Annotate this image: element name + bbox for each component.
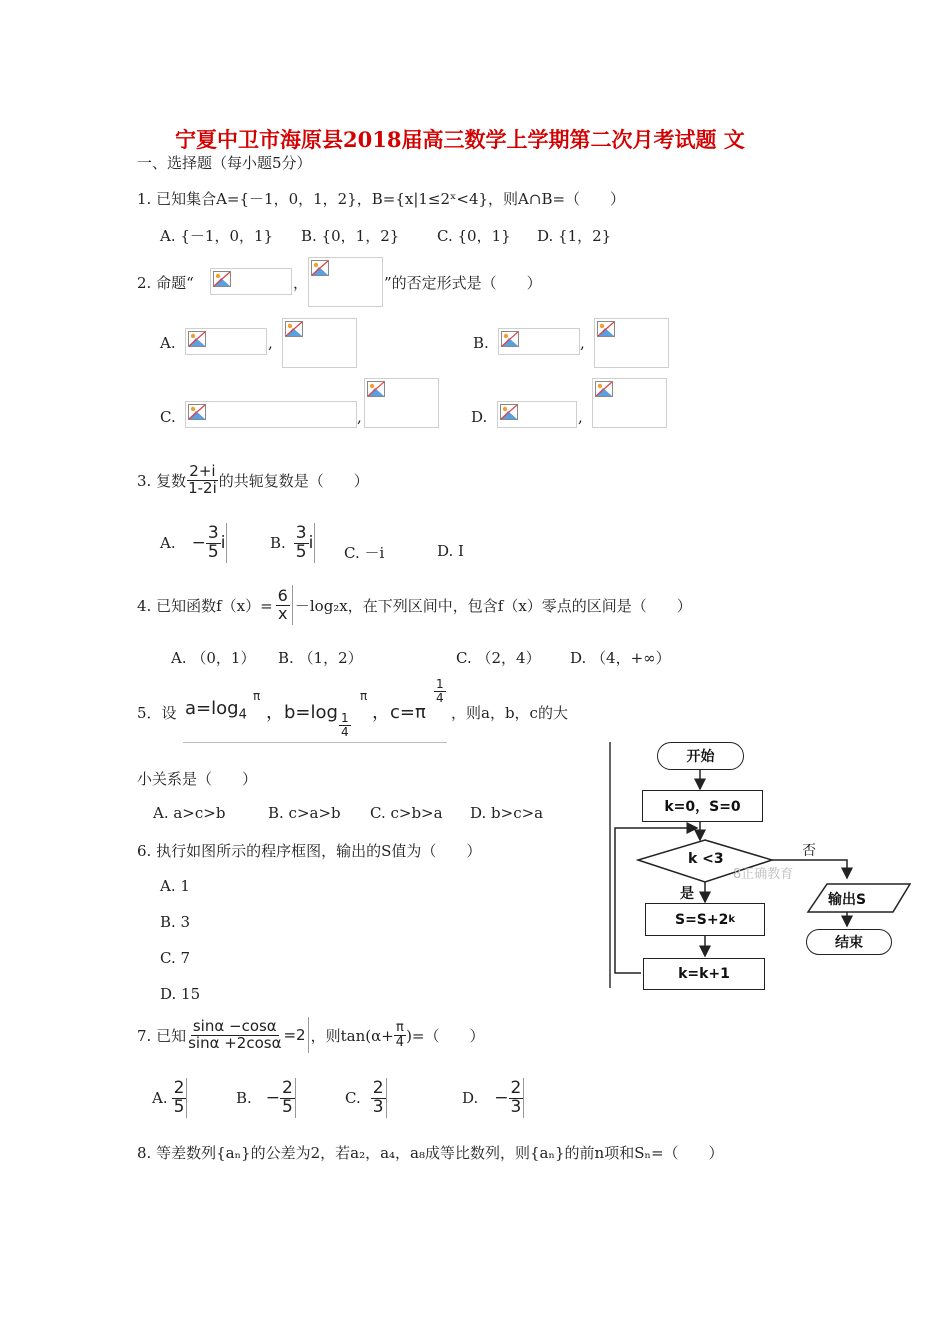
q7-denominator: sinα +2cosα — [188, 1033, 282, 1052]
q7-angle-denominator: 4 — [395, 1034, 405, 1050]
q7-option-c-denominator: 3 — [372, 1096, 384, 1117]
q5-a-base: 4 — [238, 707, 247, 723]
q7-option-b — [236, 1078, 296, 1118]
flowchart-init: k=0，S=0 — [642, 790, 763, 822]
q7-option-b-label: B. — [236, 1089, 252, 1107]
q5-a-pi: π — [253, 689, 261, 703]
q2-option-a-label: A. — [160, 334, 176, 352]
q7-angle-numerator: π — [396, 1019, 404, 1035]
q5-b-pi: π — [360, 689, 368, 703]
flowchart-start: 开始 — [657, 742, 744, 770]
q7-option-b-denominator: 5 — [282, 1096, 293, 1117]
q4-option-a: A. （0，1） — [171, 649, 256, 667]
q3-numerator: 2+i — [189, 462, 216, 480]
question-6-stem: 6. 执行如图所示的程序框图，输出的S值为（ ） — [137, 842, 482, 860]
q2-comma: , — [580, 334, 585, 352]
q7-option-c — [345, 1078, 387, 1118]
q1-option-d: D. {1，2} — [537, 227, 612, 245]
q1-option-c: C. {0，1} — [437, 227, 511, 245]
q7-option-b-sign: − — [265, 1088, 281, 1108]
q7-option-c-fraction — [371, 1077, 386, 1117]
q7-option-a-numerator: 2 — [173, 1077, 185, 1098]
question-2-comma: ， — [293, 274, 309, 292]
q3-option-b-numerator: 3 — [295, 522, 307, 543]
q4-denominator: x — [278, 603, 288, 623]
q5-c-exponent-denominator: 4 — [436, 690, 444, 705]
q3-option-b-denominator: 5 — [295, 541, 307, 562]
q3-option-c: C. －i — [344, 544, 385, 562]
q7-equals: =2 — [283, 1026, 306, 1044]
section-heading: 一、选择题（每小题5分） — [137, 154, 312, 172]
q3-option-d: D. I — [437, 542, 464, 560]
q7-option-a-label: A. — [152, 1089, 168, 1107]
q1-option-b: B. {0，1，2} — [301, 227, 400, 245]
flowchart-update-s-exponent: k — [728, 914, 736, 925]
divider — [295, 1078, 296, 1118]
question-2-prefix: 2. 命题“ — [137, 274, 194, 292]
q5-a-log: a=log — [185, 698, 239, 719]
q3-denominator: 1-2i — [188, 478, 217, 497]
flowchart-condition: k <3 — [688, 851, 724, 867]
q1-option-a: A. {－1，0，1} — [160, 227, 274, 245]
q5-option-a: A. a>c>b — [153, 804, 226, 822]
q2-comma: , — [357, 408, 362, 426]
q2-comma: , — [268, 334, 273, 352]
divider — [386, 1078, 387, 1118]
question-5-line2: 小关系是（ ） — [137, 770, 258, 788]
q7-prefix: 7. 已知 — [137, 1026, 187, 1045]
q5-option-c: C. c>b>a — [370, 804, 443, 822]
q4-option-c: C. （2，4） — [456, 649, 541, 667]
q6-option-b: B. 3 — [160, 913, 191, 931]
q7-option-c-numerator: 2 — [372, 1077, 384, 1098]
q6-option-d: D. 15 — [160, 985, 201, 1003]
question-2-suffix: ”的否定形式是（ ） — [384, 274, 542, 292]
q4-option-b: B. （1，2） — [278, 649, 363, 667]
q5-b-base-numerator: 1 — [341, 711, 349, 725]
q7-option-d-numerator: 2 — [510, 1077, 522, 1098]
q3-option-b-label: B. — [270, 534, 286, 552]
q5-c-exponent-numerator: 1 — [436, 677, 444, 691]
q2-option-c-label: C. — [160, 408, 176, 426]
q4-prefix: 4. 已知函数f（x）= — [137, 596, 273, 615]
q7-option-c-label: C. — [345, 1089, 361, 1107]
q7-option-a-fraction — [172, 1077, 187, 1117]
divider — [186, 1078, 187, 1118]
q7-option-d-denominator: 3 — [510, 1096, 522, 1117]
q3-option-a-sign: − — [191, 533, 206, 553]
flowchart-output: 输出S — [828, 892, 867, 908]
q2-option-b-label: B. — [473, 334, 489, 352]
q5-b-log: ，b=log — [266, 702, 338, 723]
q7-option-d-label: D. — [462, 1089, 479, 1107]
flowchart-update-k: k=k+1 — [643, 958, 765, 990]
q3-suffix: 的共轭复数是（ ） — [218, 471, 369, 490]
divider — [308, 1017, 309, 1053]
q7-option-d-fraction — [509, 1077, 524, 1117]
q2-comma: , — [578, 408, 583, 426]
divider — [523, 1078, 524, 1118]
q7-option-a-denominator: 5 — [173, 1096, 185, 1117]
q7-tan: ，则tan(α+ — [310, 1026, 394, 1045]
q3-option-a-denominator: 5 — [207, 541, 219, 562]
q3-option-a-imag: i — [220, 533, 226, 553]
flowchart-end: 结束 — [806, 929, 892, 955]
q3-option-b-imag: i — [308, 533, 314, 553]
q7-option-d-sign: − — [494, 1088, 509, 1108]
question-7-stem — [137, 1017, 485, 1053]
q4-numerator: 6 — [277, 585, 288, 605]
q3-option-a-label: A. — [160, 534, 176, 552]
q5-option-d: D. b>c>a — [470, 804, 544, 822]
q2-option-d-label: D. — [471, 408, 488, 426]
question-8-stem: 8. 等差数列{aₙ}的公差为2，若a₂，a₄，a₈成等比数列，则{aₙ}的前n项和Sₙ=（ ） — [137, 1144, 724, 1162]
q7-numerator: sinα −cosα — [192, 1016, 277, 1035]
q5-b-base-denominator: 4 — [341, 724, 349, 739]
question-5-prefix: 5．设 — [137, 704, 177, 722]
q6-option-a: A. 1 — [160, 877, 190, 895]
q7-option-d — [462, 1078, 524, 1118]
q7-suffix: )=（ ） — [406, 1026, 485, 1045]
q3-option-a-numerator: 3 — [207, 522, 219, 543]
q4-suffix: －log₂x，在下列区间中，包含f（x）零点的区间是（ ） — [294, 596, 692, 615]
q7-option-b-fraction — [280, 1077, 295, 1117]
flowchart-watermark: 8正确教育 — [733, 867, 794, 882]
q5-option-b: B. c>a>b — [268, 804, 341, 822]
q7-option-a — [152, 1078, 187, 1118]
q7-angle-fraction — [394, 1021, 406, 1049]
flowchart-update-s-text: S=S+2 — [674, 911, 729, 928]
page-title: 宁夏中卫市海原县2018届高三数学上学期第二次月考试题 文 — [175, 127, 745, 152]
q3-prefix: 3. 复数 — [137, 471, 187, 490]
question-1-stem: 1. 已知集合A={－1，0，1，2}，B={x|1≤2ˣ<4}，则A∩B=（ ） — [137, 190, 626, 208]
q7-option-b-numerator: 2 — [282, 1077, 293, 1098]
q6-option-c: C. 7 — [160, 949, 191, 967]
flowchart-no-label: 否 — [802, 843, 816, 859]
flowchart-update-s — [645, 903, 765, 936]
q5-c-pi: ，c=π — [372, 702, 426, 723]
question-5-suffix: ，则a，b，c的大 — [451, 704, 568, 722]
q7-fraction — [186, 1016, 283, 1052]
flowchart-yes-label: 是 — [680, 886, 694, 902]
q4-option-d: D. （4，+∞） — [570, 649, 671, 667]
